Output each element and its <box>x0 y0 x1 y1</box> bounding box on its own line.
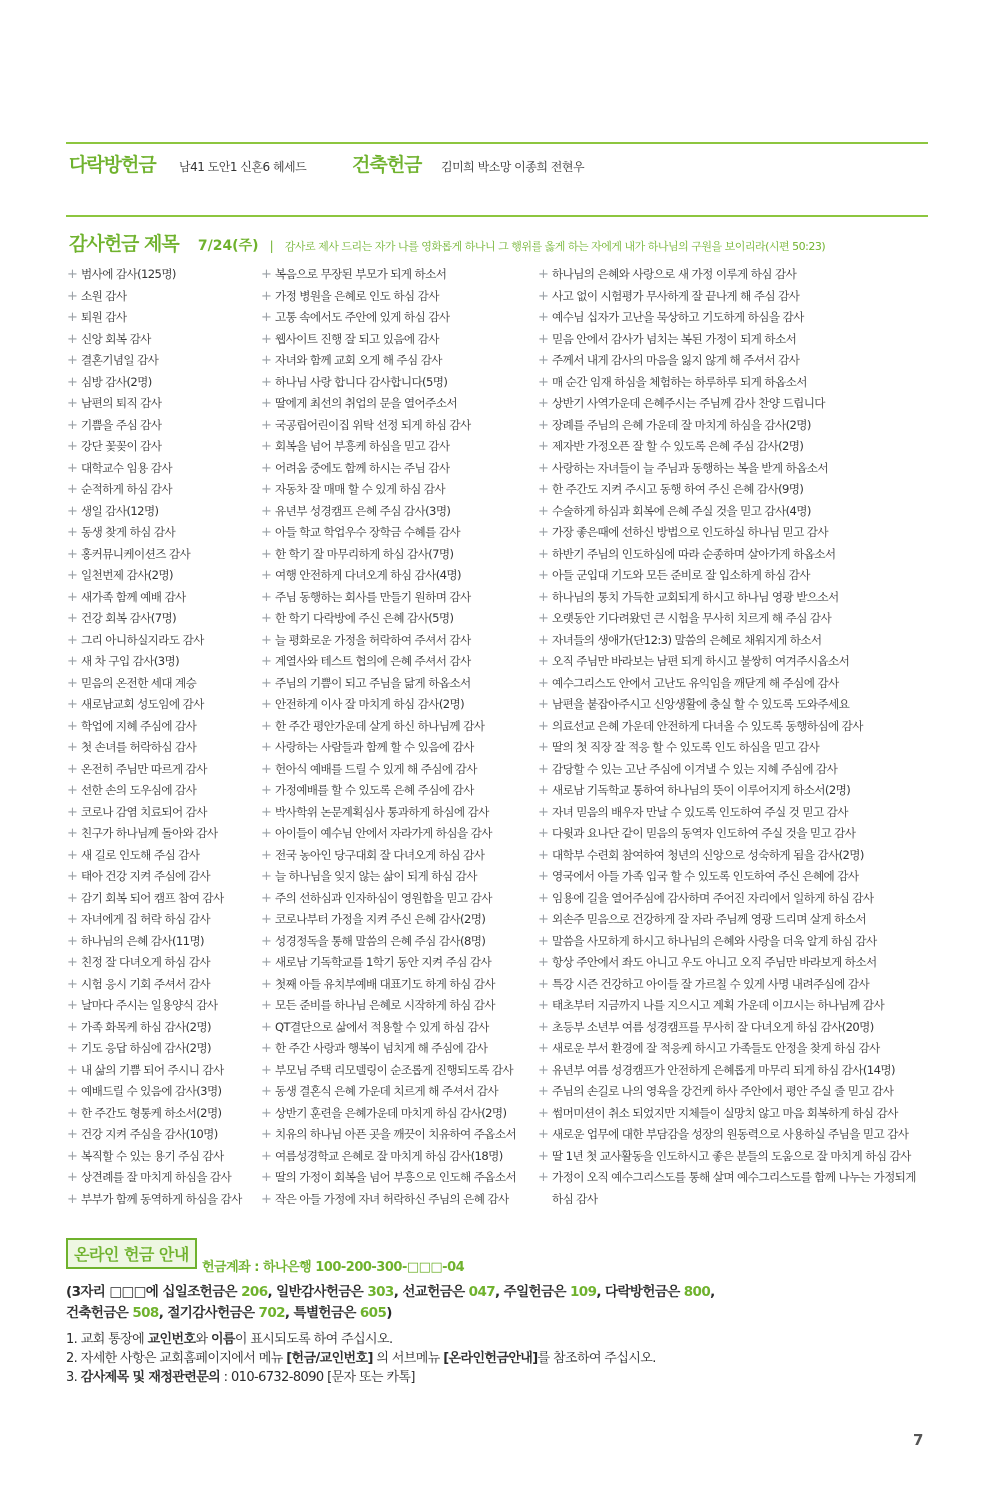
note-text: 의 서브메뉴 <box>372 1351 444 1366</box>
thanks-item: + 예수님 십자가 고난을 묵상하고 기도하게 하심을 감사 <box>538 307 933 329</box>
thanks-item: + 자녀에게 집 허락 하심 감사 <box>67 909 257 931</box>
thanks-item: + 대학교수 임용 감사 <box>67 458 257 480</box>
code-value: 109 <box>569 1284 597 1300</box>
thanks-item: + 태초부터 지금까지 나를 지으시고 계획 가운데 이끄시는 하나님께 감사 <box>538 995 933 1017</box>
thanks-offering-date: 7/24(주) <box>197 238 259 254</box>
bank-account: 헌금계좌 : 하나은행 100-200-300-□□□-04 <box>202 1260 465 1275</box>
page-number: 7 <box>913 1431 924 1449</box>
note-bold: 감사제목 및 재정관련문의 <box>80 1370 221 1385</box>
thanks-item: + 성경정독을 통해 말씀의 은혜 주심 감사(8명) <box>261 931 533 953</box>
thanks-item: + 말씀을 사모하게 하시고 하나님의 은혜와 사랑을 더욱 알게 하심 감사 <box>538 931 933 953</box>
thanks-list-column-1 <box>67 264 257 1210</box>
thanks-item: + 영국에서 아들 가족 입국 할 수 있도록 인도하여 주신 은혜에 감사 <box>538 866 933 888</box>
bible-verse: 감사로 제사 드리는 자가 나를 영화롭게 하나니 그 행위를 옳게 하는 자에게 내가 하나님의 구원을 보이리라(시편 50:23) <box>284 240 826 253</box>
thanks-item: + 어려움 중에도 함께 하시는 주님 감사 <box>261 458 533 480</box>
thanks-offering-title: 감사헌금 제목 <box>69 233 179 255</box>
note-bold: [온라인헌금안내] <box>443 1351 538 1366</box>
thanks-item: + 친정 잘 다녀오게 하심 감사 <box>67 952 257 974</box>
note-bold: 이름 <box>210 1332 235 1347</box>
thanks-item: + 하나님의 은혜와 사랑으로 새 가정 이루게 하심 감사 <box>538 264 933 286</box>
thanks-item: + 부부가 함께 동역하게 하심을 감사 <box>67 1189 257 1211</box>
thanks-list-column-2 <box>261 264 533 1210</box>
thanks-list-column-3 <box>538 264 933 1210</box>
thanks-item: + 신앙 회복 감사 <box>67 329 257 351</box>
thanks-item: + 회복을 넘어 부흥케 하심을 믿고 감사 <box>261 436 533 458</box>
thanks-item: + 딸에게 최선의 취업의 문을 열어주소서 <box>261 393 533 415</box>
thanks-item: + 새 길로 인도해 주심 감사 <box>67 845 257 867</box>
note-text: 3. <box>66 1370 81 1385</box>
thanks-item: + 하나님의 통치 가득한 교회되게 하시고 하나님 영광 받으소서 <box>538 587 933 609</box>
note-text: 를 참조하여 주십시오. <box>537 1351 656 1366</box>
code-text: , 일반감사헌금은 <box>267 1284 368 1300</box>
thanks-item: + 여름성경학교 은혜로 잘 마치게 하심 감사(18명) <box>261 1146 533 1168</box>
thanks-item: + 딸 1년 첫 교사활동을 인도하시고 좋은 분들의 도움으로 잘 마치게 하심 감사 <box>538 1146 933 1168</box>
thanks-item: + 늘 평화로운 가정을 허락하여 주셔서 감사 <box>261 630 533 652</box>
thanks-item: + 하나님 사랑 합니다 감사합니다(5명) <box>261 372 533 394</box>
thanks-item: + 초등부 소년부 여름 성경캠프를 무사히 잘 다녀오게 하심 감사(20명) <box>538 1017 933 1039</box>
note-3 <box>66 1368 946 1387</box>
darakbang-offering-names: 남41 도안1 신혼6 헤세드 <box>179 160 307 174</box>
thanks-item: + 상반기 훈련을 은혜가운데 마치게 하심 감사(2명) <box>261 1103 533 1125</box>
thanks-item: + 장례를 주님의 은혜 가운데 잘 마치게 하심을 감사(2명) <box>538 415 933 437</box>
thanks-item: + 아들 군입대 기도와 모든 준비로 잘 입소하게 하심 감사 <box>538 565 933 587</box>
thanks-item: + 사랑하는 자녀들이 늘 주님과 동행하는 복을 받게 하옵소서 <box>538 458 933 480</box>
offering-code-list <box>66 1282 926 1324</box>
thanks-item: + 건강 회복 감사(7명) <box>67 608 257 630</box>
thanks-item: + 주의 선하심과 인자하심이 영원함을 믿고 감사 <box>261 888 533 910</box>
thanks-item: + 가정예배를 할 수 있도록 은혜 주심에 감사 <box>261 780 533 802</box>
thanks-item: + 상반기 사역가운데 은혜주시는 주님께 감사 찬양 드립니다 <box>538 393 933 415</box>
thanks-item: + 자동차 잘 매매 할 수 있게 하심 감사 <box>261 479 533 501</box>
code-text: , 특별헌금은 <box>284 1305 360 1321</box>
code-text: , 다락방헌금은 <box>596 1284 684 1300</box>
thanks-item: + 썸머미션이 취소 되었지만 지체들이 실망치 않고 마음 회복하게 하심 감사 <box>538 1103 933 1125</box>
thanks-item: + 웹사이트 진행 잘 되고 있음에 감사 <box>261 329 533 351</box>
building-offering-title: 건축헌금 <box>352 154 422 176</box>
thanks-item: + 믿음의 온전한 세대 계승 <box>67 673 257 695</box>
thanks-item: + 동생 결혼식 은혜 가운데 치르게 해 주셔서 감사 <box>261 1081 533 1103</box>
thanks-item: + 여행 안전하게 다녀오게 하심 감사(4명) <box>261 565 533 587</box>
thanks-item: + 새로남 기독학교를 1학기 동안 지켜 주심 감사 <box>261 952 533 974</box>
thanks-item: + 특강 시즌 건강하고 아이들 잘 가르칠 수 있게 사명 내려주심에 감사 <box>538 974 933 996</box>
thanks-item: + 기쁨을 주심 감사 <box>67 415 257 437</box>
thanks-item: + 동생 찾게 하심 감사 <box>67 522 257 544</box>
thanks-offering-header <box>69 229 939 256</box>
thanks-item: + 건강 지켜 주심을 감사(10명) <box>67 1124 257 1146</box>
note-text: 이 표시되도록 하여 주십시오. <box>234 1332 393 1347</box>
thanks-item: + 첫 손녀를 허락하심 감사 <box>67 737 257 759</box>
code-value: 047 <box>468 1284 496 1300</box>
note-text: : 010-6732-8090 [문자 또는 카톡] <box>220 1370 415 1385</box>
thanks-item: + 학업에 지혜 주심에 감사 <box>67 716 257 738</box>
code-text: , 선교헌금은 <box>393 1284 469 1300</box>
thanks-item: + 퇴원 감사 <box>67 307 257 329</box>
thanks-item: + 치유의 하나님 아픈 곳을 깨끗이 치유하여 주옵소서 <box>261 1124 533 1146</box>
thanks-item: 하심 감사 <box>552 1191 598 1206</box>
thanks-item: + 새가족 함께 예배 감사 <box>67 587 257 609</box>
thanks-item: + 오직 주님만 바라보는 남편 되게 하시고 불쌍히 여겨주시옵소서 <box>538 651 933 673</box>
code-text: , 주일헌금은 <box>495 1284 570 1300</box>
thanks-item: + 오랫동안 기다려왔던 큰 시험을 무사히 치르게 해 주심 감사 <box>538 608 933 630</box>
header-separator: | <box>269 239 274 253</box>
thanks-item: + 자녀 믿음의 배우자 만날 수 있도록 인도하여 주실 것 믿고 감사 <box>538 802 933 824</box>
thanks-item: + 박사학위 논문계획심사 통과하게 하심에 감사 <box>261 802 533 824</box>
thanks-item: + 태아 건강 지켜 주심에 감사 <box>67 866 257 888</box>
thanks-item: + 임용에 길을 열어주심에 감사하며 주어진 자리에서 일하게 하심 감사 <box>538 888 933 910</box>
thanks-item: + 한 주간 평안가운데 살게 하신 하나님께 감사 <box>261 716 533 738</box>
thanks-item: + 작은 아들 가정에 자녀 허락하신 주님의 은혜 감사 <box>261 1189 533 1211</box>
note-text: 1. 교회 통장에 <box>66 1332 148 1347</box>
thanks-item: + 제자반 가정오픈 잘 할 수 있도록 은혜 주심 감사(2명) <box>538 436 933 458</box>
thanks-item: + 한 주간도 형통케 하소서(2명) <box>67 1103 257 1125</box>
code-text: , 절기감사헌금은 <box>158 1305 259 1321</box>
thanks-item: + 소원 감사 <box>67 286 257 308</box>
thanks-item: + 의료선교 은혜 가운데 안전하게 다녀올 수 있도록 동행하심에 감사 <box>538 716 933 738</box>
thanks-item: + 유년부 성경캠프 은혜 주심 감사(3명) <box>261 501 533 523</box>
code-value: 508 <box>132 1305 159 1321</box>
thanks-item: + 그리 아니하실지라도 감사 <box>67 630 257 652</box>
thanks-item: + 새로남교회 성도임에 감사 <box>67 694 257 716</box>
thanks-item: + 예배드릴 수 있음에 감사(3명) <box>67 1081 257 1103</box>
thanks-item: + 새 차 구입 감사(3명) <box>67 651 257 673</box>
thanks-item: + 아이들이 예수님 안에서 자라가게 하심을 감사 <box>261 823 533 845</box>
middle-divider <box>66 215 928 217</box>
thanks-item: + 늘 하나님을 잊지 않는 삶이 되게 하심 감사 <box>261 866 533 888</box>
thanks-item: + 가장 좋은때에 선하신 방법으로 인도하실 하나님 믿고 감사 <box>538 522 933 544</box>
thanks-item: + 헌아식 예배를 드릴 수 있게 해 주심에 감사 <box>261 759 533 781</box>
note-text: 와 <box>195 1332 211 1347</box>
thanks-item: + 선한 손의 도우심에 감사 <box>67 780 257 802</box>
thanks-item: + 내 삶의 기쁨 되어 주시니 감사 <box>67 1060 257 1082</box>
thanks-item: + 다윗과 요나단 같이 믿음의 동역자 인도하여 주실 것을 믿고 감사 <box>538 823 933 845</box>
top-divider <box>66 142 928 144</box>
thanks-item: + 하나님의 은혜 감사(11명) <box>67 931 257 953</box>
code-value: 800 <box>683 1284 711 1300</box>
thanks-item: + 시험 응시 기회 주셔서 감사 <box>67 974 257 996</box>
thanks-item: + 기도 응답 하심에 감사(2명) <box>67 1038 257 1060</box>
code-value: 303 <box>367 1284 394 1300</box>
thanks-item: + 남편의 퇴직 감사 <box>67 393 257 415</box>
thanks-item: + 모든 준비를 하나님 은혜로 시작하게 하심 감사 <box>261 995 533 1017</box>
thanks-item: + 주님 동행하는 회사를 만들기 원하며 감사 <box>261 587 533 609</box>
thanks-item: + 첫째 아들 유치부예배 대표기도 하게 하심 감사 <box>261 974 533 996</box>
thanks-item: + 일천번제 감사(2명) <box>67 565 257 587</box>
thanks-item: + 친구가 하나님께 돌아와 감사 <box>67 823 257 845</box>
code-text: (3자리 □□□에 십일조헌금은 <box>66 1284 242 1300</box>
thanks-item: + 예수그리스도 안에서 고난도 유익임을 깨닫게 해 주심에 감사 <box>538 673 933 695</box>
thanks-item: + 온전히 주님만 따르게 감사 <box>67 759 257 781</box>
thanks-item: + 주께서 내게 감사의 마음을 잃지 않게 해 주셔서 감사 <box>538 350 933 372</box>
thanks-item: + 딸의 가정이 회복을 넘어 부흥으로 인도해 주옵소서 <box>261 1167 533 1189</box>
thanks-item: + 사고 없이 시험평가 무사하게 잘 끝나게 해 주심 감사 <box>538 286 933 308</box>
thanks-item: + 유년부 여름 성경캠프가 안전하게 은혜롭게 마무리 되게 하심 감사(14명) <box>538 1060 933 1082</box>
building-offering-names: 김미희 박소망 이종희 전현우 <box>441 160 585 174</box>
thanks-item: + 계열사와 테스트 협의에 은혜 주셔서 감사 <box>261 651 533 673</box>
online-offering-notes <box>66 1330 946 1387</box>
thanks-item: + 부모님 주택 리모델링이 순조롭게 진행되도록 감사 <box>261 1060 533 1082</box>
thanks-item: + 순적하게 하심 감사 <box>67 479 257 501</box>
thanks-item: + 코로나 감염 치료되어 감사 <box>67 802 257 824</box>
thanks-item: + 강단 꽃꽂이 감사 <box>67 436 257 458</box>
thanks-item: + 자녀와 함께 교회 오게 해 주심 감사 <box>261 350 533 372</box>
note-2 <box>66 1349 946 1368</box>
thanks-item: + 새로남 기독학교 통하여 하나님의 뜻이 이루어지게 하소서(2명) <box>538 780 933 802</box>
thanks-item: + 국공립어린이집 위탁 선정 되게 하심 감사 <box>261 415 533 437</box>
thanks-item: + 한 학기 잘 마무리하게 하심 감사(7명) <box>261 544 533 566</box>
thanks-item: + 상견례를 잘 마치게 하심을 감사 <box>67 1167 257 1189</box>
thanks-item: + 외손주 믿음으로 건강하게 잘 자라 주님께 영광 드리며 살게 하소서 <box>538 909 933 931</box>
thanks-item: + 가정이 오직 예수그리스도를 통해 살며 예수그리스도를 함께 나누는 가정되게 <box>538 1167 933 1189</box>
thanks-item: + 감당할 수 있는 고난 주심에 이겨낼 수 있는 지혜 주심에 감사 <box>538 759 933 781</box>
note-text: 2. 자세한 사항은 교회홈페이지에서 메뉴 <box>66 1351 287 1366</box>
thanks-item: + 주님의 기쁨이 되고 주님을 닮게 하옵소서 <box>261 673 533 695</box>
darakbang-offering-title: 다락방헌금 <box>69 154 156 176</box>
code-value: 206 <box>241 1284 268 1300</box>
thanks-item: + 전국 농아인 당구대회 잘 다녀오게 하심 감사 <box>261 845 533 867</box>
thanks-item: + 항상 주안에서 좌도 아니고 우도 아니고 오직 주님만 바라보게 하소서 <box>538 952 933 974</box>
thanks-item: + 복음으로 무장된 부모가 되게 하소서 <box>261 264 533 286</box>
thanks-item: + 고통 속에서도 주안에 있게 하심 감사 <box>261 307 533 329</box>
thanks-item: + 한 주간도 지켜 주시고 동행 하여 주신 은혜 감사(9명) <box>538 479 933 501</box>
thanks-item: + 한 주간 사랑과 행복이 넘치게 해 주심에 감사 <box>261 1038 533 1060</box>
thanks-item: + 믿음 안에서 감사가 넘치는 복된 가정이 되게 하소서 <box>538 329 933 351</box>
thanks-item: + 범사에 감사(125명) <box>67 264 257 286</box>
thanks-item: + 생일 감사(12명) <box>67 501 257 523</box>
thanks-item: + 새로운 부서 환경에 잘 적응케 하시고 가족들도 안정을 찾게 하심 감사 <box>538 1038 933 1060</box>
thanks-item: + 사랑하는 사람들과 함께 할 수 있음에 감사 <box>261 737 533 759</box>
thanks-item: + 아들 학교 학업우수 장학금 수혜를 감사 <box>261 522 533 544</box>
note-1 <box>66 1330 946 1349</box>
thanks-item: + 복직할 수 있는 용기 주심 감사 <box>67 1146 257 1168</box>
thanks-item: + 대학부 수련회 참여하여 청년의 신앙으로 성숙하게 됨을 감사(2명) <box>538 845 933 867</box>
online-offering-guide-title: 온라인 헌금 안내 <box>66 1238 197 1269</box>
thanks-item: + 가족 화목케 하심 감사(2명) <box>67 1017 257 1039</box>
thanks-item: + 가정 병원을 은혜로 인도 하심 감사 <box>261 286 533 308</box>
thanks-item: + 수술하게 하심과 회복에 은혜 주실 것을 믿고 감사(4명) <box>538 501 933 523</box>
note-bold: [헌금/교인번호] <box>286 1351 373 1366</box>
thanks-item: + QT결단으로 삶에서 적용할 수 있게 하심 감사 <box>261 1017 533 1039</box>
code-value: 702 <box>258 1305 285 1321</box>
thanks-item: + 코로나부터 가정을 지켜 주신 은혜 감사(2명) <box>261 909 533 931</box>
thanks-item: + 남편을 붙잡아주시고 신앙생활에 충실 할 수 있도록 도와주세요 <box>538 694 933 716</box>
thanks-item: + 홍커뮤니케이션즈 감사 <box>67 544 257 566</box>
thanks-item: + 결혼기념일 감사 <box>67 350 257 372</box>
code-text: ) <box>386 1305 392 1321</box>
thanks-item: + 자녀들의 생애가(단12:3) 말씀의 은혜로 채워지게 하소서 <box>538 630 933 652</box>
thanks-item: + 새로운 업무에 대한 부담감을 성장의 원동력으로 사용하실 주님을 믿고 감사 <box>538 1124 933 1146</box>
thanks-item: + 안전하게 이사 잘 마치게 하심 감사(2명) <box>261 694 533 716</box>
thanks-item: + 딸의 첫 직장 잘 적응 할 수 있도록 인도 하심을 믿고 감사 <box>538 737 933 759</box>
thanks-item: + 하반기 주님의 인도하심에 따라 순종하며 살아가게 하옵소서 <box>538 544 933 566</box>
thanks-item: + 감기 회복 되어 캠프 참여 감사 <box>67 888 257 910</box>
thanks-item: + 날마다 주시는 일용양식 감사 <box>67 995 257 1017</box>
note-bold: 교인번호 <box>147 1332 196 1347</box>
thanks-item: + 한 학기 다락방에 주신 은혜 감사(5명) <box>261 608 533 630</box>
code-value: 605 <box>359 1305 387 1321</box>
code-text: 건축헌금은 <box>66 1305 133 1321</box>
thanks-item: + 주님의 손길로 나의 영육을 강건케 하사 주안에서 평안 주실 줄 믿고 감사 <box>538 1081 933 1103</box>
code-text: , <box>710 1284 715 1300</box>
thanks-item: + 심방 감사(2명) <box>67 372 257 394</box>
thanks-item: + 매 순간 임재 하심을 체험하는 하루하루 되게 하옵소서 <box>538 372 933 394</box>
